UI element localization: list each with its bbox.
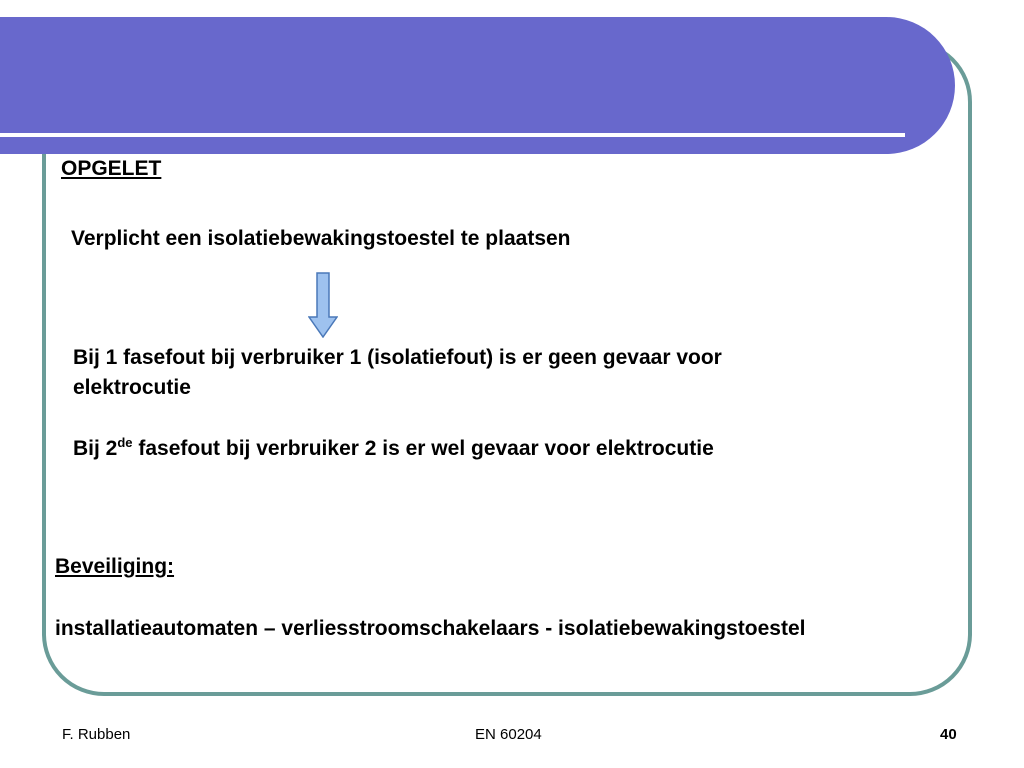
second-fault-suffix: fasefout bij verbruiker 2 is er wel gevaar voor elektrocutie xyxy=(132,437,714,460)
second-fault-prefix: Bij 2 xyxy=(73,437,118,460)
header-rule xyxy=(0,133,905,137)
protection-heading: Beveiliging: xyxy=(55,555,175,578)
requirement-text: Verplicht een isolatiebewakingstoestel te plaatsen xyxy=(71,227,571,250)
second-fault-superscript: de xyxy=(117,435,133,450)
page-number: 40 xyxy=(940,726,957,743)
heading-opgelet: OPGELET xyxy=(61,157,162,180)
first-fault-text-line1: Bij 1 fasefout bij verbruiker 1 (isolatiefout) is er geen gevaar voor xyxy=(73,346,722,369)
first-fault-text-line2: elektrocutie xyxy=(73,376,191,399)
protection-list: installatieautomaten – verliesstroomschakelaars - isolatiebewakingstoestel xyxy=(55,617,806,640)
footer-author: F. Rubben xyxy=(62,726,131,743)
footer-standard: EN 60204 xyxy=(475,726,542,743)
second-fault-text xyxy=(73,434,714,464)
down-arrow-icon xyxy=(308,272,338,338)
